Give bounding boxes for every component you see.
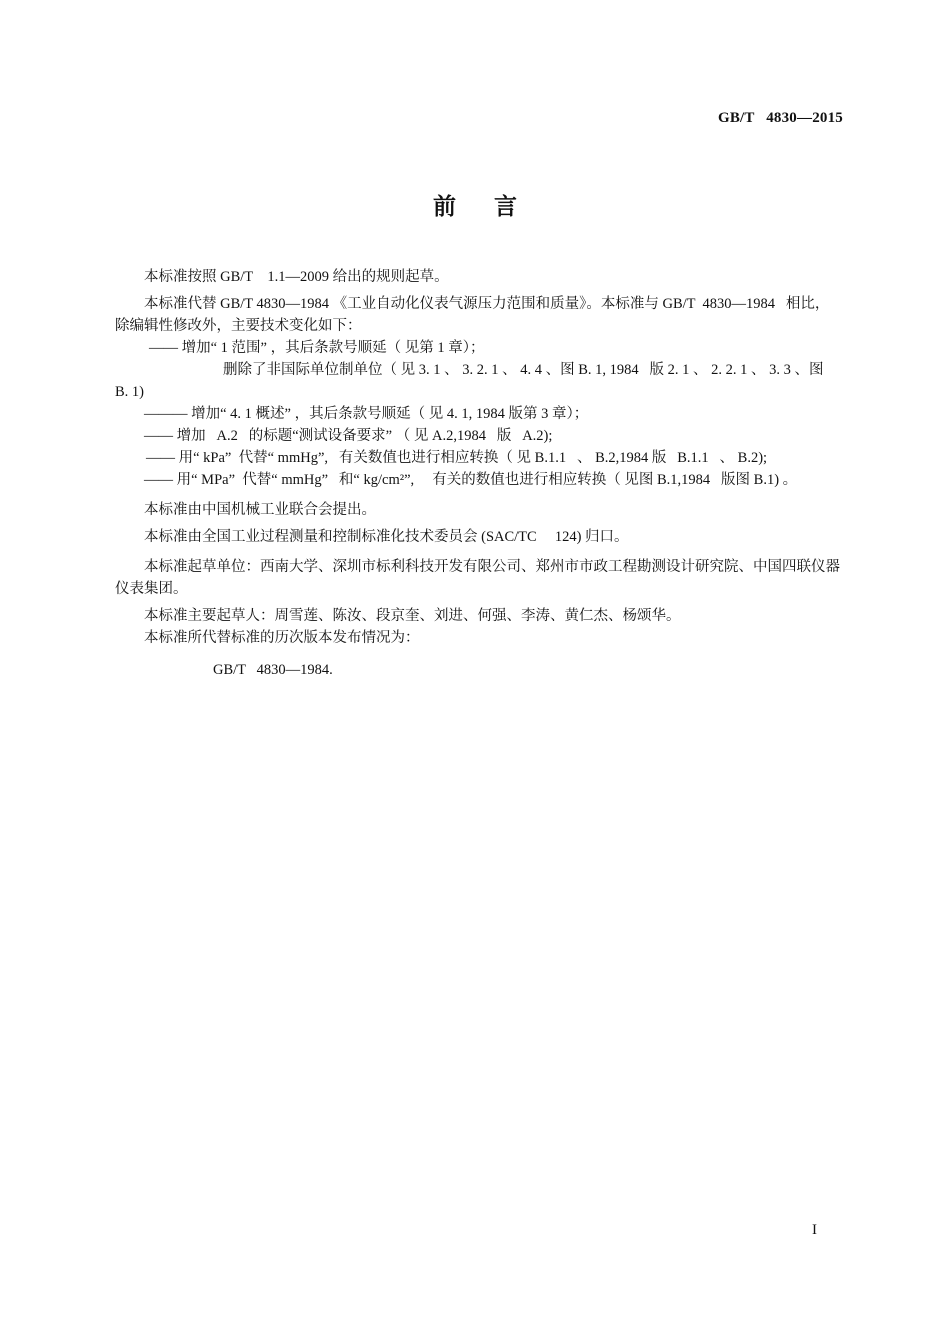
list-item: —— 用“ MPa” 代替“ mmHg” 和“ kg/cm²”, 有关的数值也进行相应转换（ 见图 B.1,1984 版图 B.1) 。 [144, 472, 798, 488]
list-item: —— 增加 A.2 的标题“测试设备要求” （ 见 A.2,1984 版 A.2); [144, 428, 553, 444]
paragraph-drafting-rules: 本标准按照 GB/T 1.1—2009 给出的规则起草。 [144, 269, 449, 285]
paragraph-drafters: 本标准主要起草人：周雪莲、陈汝、段京奎、刘进、何强、李涛、黄仁杰、杨颂华。 [144, 608, 681, 624]
preface-body [115, 266, 840, 681]
page-number: I [812, 1222, 817, 1238]
standard-number: GB/T 4830—2015 [717, 110, 843, 126]
list-item: —— 用“ kPa” 代替“ mmHg”, 有关数值也进行相应转换（ 见 B.1.1 、 B.2,1984 版 B.1.1 、 B.2); [146, 450, 768, 466]
paragraph-history: 本标准所代替标准的历次版本发布情况为： [144, 630, 420, 646]
list-item: ——— 增加“ 4. 1 概述” ，其后条款号顺延（ 见 4. 1, 1984 版第 3 章）； [144, 406, 589, 422]
paragraph-committee: 本标准由全国工业过程测量和控制标准化技术委员会 (SAC/TC 124) 归口。 [144, 529, 629, 545]
page-title: 前言 [433, 194, 555, 220]
paragraph-proposer: 本标准由中国机械工业联合会提出。 [144, 502, 376, 518]
previous-version: GB/T 4830—1984. [213, 662, 333, 678]
paragraph-replacement: 本标准代替 GB/T 4830—1984 《工业自动化仪表气源压力范围和质量》。本标准与 GB/T 4830—1984 相比，除编辑性修改外，主要技术变化如下： [115, 296, 830, 334]
list-item: —— 增加“ 1 范围” ，其后条款号顺延（ 见第 1 章）； [149, 340, 485, 356]
changes-list [115, 337, 840, 491]
paragraph-drafting-units: 本标准起草单位：西南大学、深圳市标利科技开发有限公司、郑州市市政工程勘测设计研究院、中国四联仪器仪表集团。 [115, 559, 840, 597]
list-item: 删除了非国际单位制单位（ 见 3. 1 、 3. 2. 1 、 4. 4 、图 B. 1, 1984 版 2. 1 、 2. 2. 1 、 3. 3 、图 B. 1) [115, 362, 828, 400]
